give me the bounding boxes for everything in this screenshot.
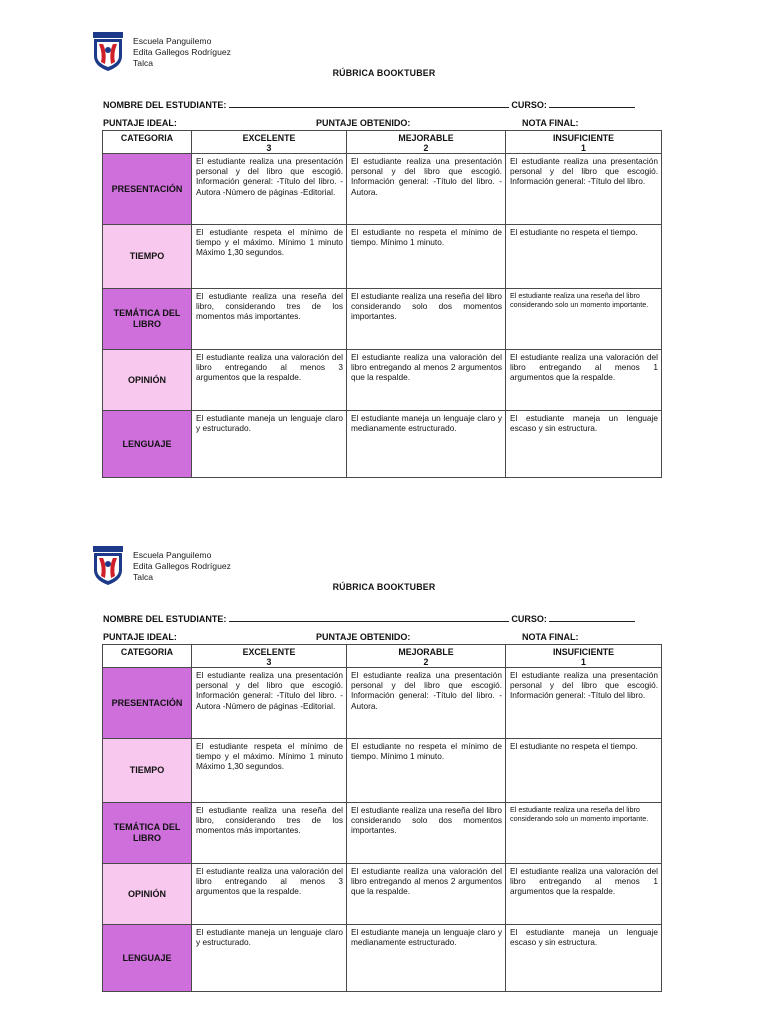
ideal-score-label: PUNTAJE IDEAL: xyxy=(103,118,177,128)
criterion-cell: El estudiante maneja un lenguaje claro y medianamente estructurado. xyxy=(347,411,506,478)
criterion-cell: El estudiante maneja un lenguaje escaso y sin estructura. xyxy=(506,925,662,992)
course-label: CURSO: xyxy=(511,100,547,110)
category-tiempo: TIEMPO xyxy=(103,225,192,289)
criterion-cell: El estudiante realiza una valoración del libro entregando al menos 3 argumentos que la respalde. xyxy=(192,864,347,925)
level-label: MEJORABLE xyxy=(398,647,454,657)
criterion-cell: El estudiante no respeta el mínimo de tiempo. Mínimo 1 minuto. xyxy=(347,225,506,289)
level-label: EXCELENTE xyxy=(242,647,296,657)
criterion-cell: El estudiante realiza una reseña del libro considerando solo dos momentos importantes. xyxy=(347,803,506,864)
level-score: 3 xyxy=(266,657,272,667)
level-label: INSUFICIENTE xyxy=(552,647,615,657)
table-row xyxy=(103,289,662,350)
school-director: Edita Gallegos Rodríguez xyxy=(133,561,231,571)
criterion-cell: El estudiante maneja un lenguaje claro y medianamente estructurado. xyxy=(347,925,506,992)
level-score: 1 xyxy=(581,143,586,153)
level-label: EXCELENTE xyxy=(242,133,296,143)
table-row xyxy=(103,925,662,992)
school-crest-icon xyxy=(92,32,124,72)
school-city: Talca xyxy=(133,572,154,582)
ideal-score-label: PUNTAJE IDEAL: xyxy=(103,632,177,642)
table-header-row xyxy=(103,645,662,668)
level-header-insuficiente xyxy=(506,645,662,668)
criterion-cell: El estudiante realiza una valoración del libro entregando al menos 1 argumentos que la respalde. xyxy=(506,350,662,411)
rubric-table xyxy=(102,644,662,992)
criterion-cell: El estudiante no respeta el tiempo. xyxy=(506,739,662,803)
document-title: RÚBRICA BOOKTUBER xyxy=(332,582,436,592)
course-blank[interactable] xyxy=(549,613,635,622)
course-label: CURSO: xyxy=(511,614,547,624)
final-grade-label: NOTA FINAL: xyxy=(522,632,579,642)
school-name: Escuela Panguilemo xyxy=(133,550,212,560)
criterion-cell: El estudiante maneja un lenguaje claro y estructurado. xyxy=(192,925,347,992)
criterion-cell: El estudiante realiza una reseña del libro considerando solo un momento importante. xyxy=(506,803,662,864)
criterion-cell: El estudiante realiza una presentación personal y del libro que escogió. Información general: -Título del libro. xyxy=(506,668,662,739)
course-blank[interactable] xyxy=(549,99,635,108)
criterion-cell: El estudiante realiza una reseña del libro considerando solo un momento importante. xyxy=(506,289,662,350)
category-tematica: TEMÁTICA DEL LIBRO xyxy=(103,289,192,350)
category-tematica: TEMÁTICA DEL LIBRO xyxy=(103,803,192,864)
level-header-mejorable xyxy=(347,131,506,154)
school-info xyxy=(133,36,231,69)
level-header-excelente xyxy=(192,645,347,668)
school-info xyxy=(133,550,231,583)
level-score: 3 xyxy=(266,143,272,153)
obtained-score-label: PUNTAJE OBTENIDO: xyxy=(316,632,411,642)
category-tiempo: TIEMPO xyxy=(103,739,192,803)
category-lenguaje: LENGUAJE xyxy=(103,411,192,478)
student-line xyxy=(103,613,635,624)
criterion-cell: El estudiante realiza una reseña del libro considerando solo dos momentos importantes. xyxy=(347,289,506,350)
criterion-cell: El estudiante realiza una presentación personal y del libro que escogió. Información general: -Título del libro. xyxy=(506,154,662,225)
criterion-cell: El estudiante realiza una valoración del libro entregando al menos 1 argumentos que la respalde. xyxy=(506,864,662,925)
table-row xyxy=(103,350,662,411)
level-header-insuficiente xyxy=(506,131,662,154)
criterion-cell: El estudiante maneja un lenguaje escaso y sin estructura. xyxy=(506,411,662,478)
level-label: INSUFICIENTE xyxy=(552,133,615,143)
school-director: Edita Gallegos Rodríguez xyxy=(133,47,231,57)
category-header: CATEGORIA xyxy=(103,131,192,154)
table-row xyxy=(103,411,662,478)
category-opinion: OPINIÓN xyxy=(103,864,192,925)
level-score: 2 xyxy=(423,143,429,153)
level-score: 2 xyxy=(423,657,429,667)
category-opinion: OPINIÓN xyxy=(103,350,192,411)
student-line xyxy=(103,99,635,110)
final-grade-label: NOTA FINAL: xyxy=(522,118,579,128)
criterion-cell: El estudiante realiza una reseña del libro, considerando tres de los momentos más importantes. xyxy=(192,803,347,864)
student-name-blank[interactable] xyxy=(229,613,509,622)
criterion-cell: El estudiante realiza una valoración del libro entregando al menos 2 argumentos que la respalde. xyxy=(347,864,506,925)
criterion-cell: El estudiante realiza una presentación personal y del libro que escogió. Información general: -Título del libro. -Autora -Número de páginas -Editorial. xyxy=(192,668,347,739)
criterion-cell: El estudiante realiza una valoración del libro entregando al menos 2 argumentos que la respalde. xyxy=(347,350,506,411)
student-label: NOMBRE DEL ESTUDIANTE: xyxy=(103,614,227,624)
criterion-cell: El estudiante realiza una presentación personal y del libro que escogió. Información general: -Título del libro. -Autora. xyxy=(347,154,506,225)
level-score: 1 xyxy=(581,657,586,667)
criterion-cell: El estudiante realiza una reseña del libro, considerando tres de los momentos más importantes. xyxy=(192,289,347,350)
criterion-cell: El estudiante realiza una presentación personal y del libro que escogió. Información general: -Título del libro. -Autora. xyxy=(347,668,506,739)
student-label: NOMBRE DEL ESTUDIANTE: xyxy=(103,100,227,110)
category-presentacion: PRESENTACIÓN xyxy=(103,154,192,225)
rubric-table xyxy=(102,130,662,478)
student-name-blank[interactable] xyxy=(229,99,509,108)
obtained-score-label: PUNTAJE OBTENIDO: xyxy=(316,118,411,128)
table-row xyxy=(103,225,662,289)
document-title: RÚBRICA BOOKTUBER xyxy=(332,68,436,78)
table-header-row xyxy=(103,131,662,154)
school-city: Talca xyxy=(133,58,154,68)
category-lenguaje: LENGUAJE xyxy=(103,925,192,992)
table-row xyxy=(103,154,662,225)
category-header: CATEGORIA xyxy=(103,645,192,668)
level-header-excelente xyxy=(192,131,347,154)
table-row xyxy=(103,803,662,864)
table-row xyxy=(103,864,662,925)
criterion-cell: El estudiante respeta el mínimo de tiempo y el máximo. Mínimo 1 minuto Máximo 1,30 segundos. xyxy=(192,225,347,289)
school-name: Escuela Panguilemo xyxy=(133,36,212,46)
criterion-cell: El estudiante no respeta el mínimo de tiempo. Mínimo 1 minuto. xyxy=(347,739,506,803)
table-row xyxy=(103,739,662,803)
level-label: MEJORABLE xyxy=(398,133,454,143)
criterion-cell: El estudiante realiza una presentación personal y del libro que escogió. Información general: -Título del libro. -Autora -Número de páginas -Editorial. xyxy=(192,154,347,225)
level-header-mejorable xyxy=(347,645,506,668)
criterion-cell: El estudiante respeta el mínimo de tiempo y el máximo. Mínimo 1 minuto Máximo 1,30 segundos. xyxy=(192,739,347,803)
criterion-cell: El estudiante no respeta el tiempo. xyxy=(506,225,662,289)
table-row xyxy=(103,668,662,739)
criterion-cell: El estudiante realiza una valoración del libro entregando al menos 3 argumentos que la respalde. xyxy=(192,350,347,411)
category-presentacion: PRESENTACIÓN xyxy=(103,668,192,739)
school-crest-icon xyxy=(92,546,124,586)
criterion-cell: El estudiante maneja un lenguaje claro y estructurado. xyxy=(192,411,347,478)
